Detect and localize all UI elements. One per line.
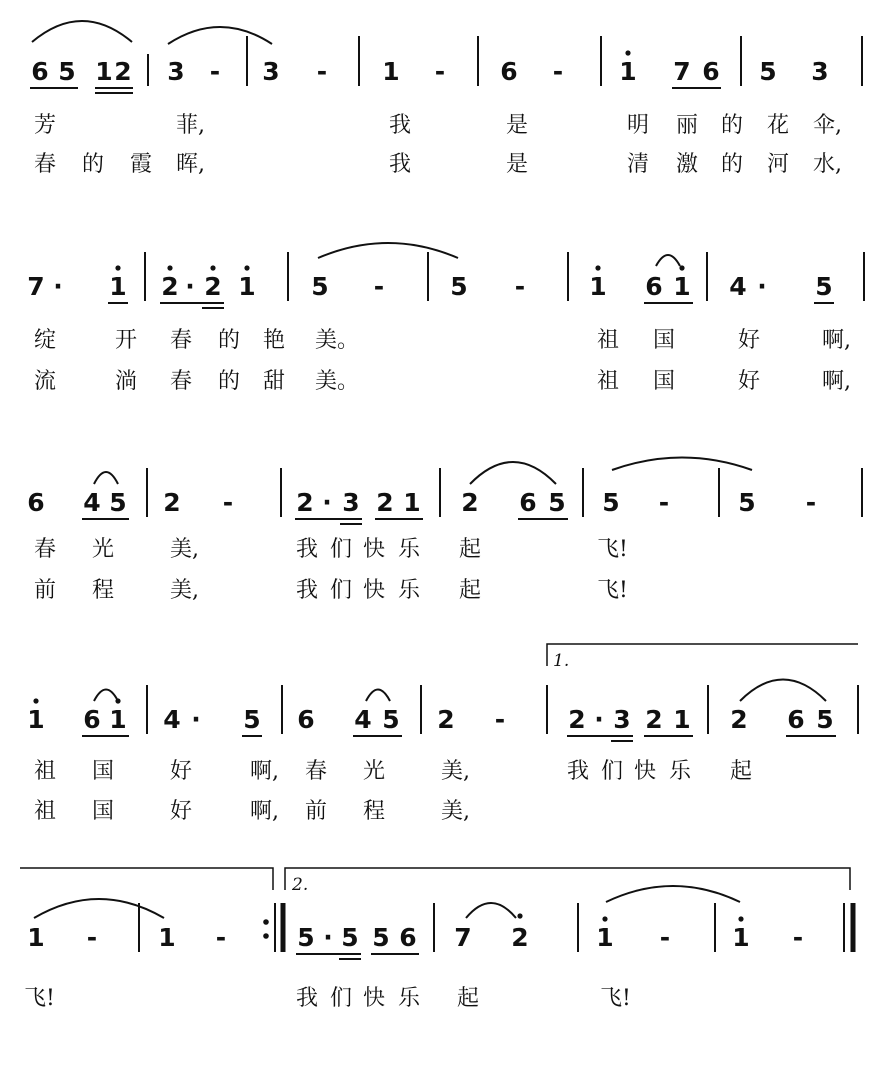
note: 5 [58,57,76,86]
lyric: 晖, [176,152,205,177]
slurs [318,243,680,266]
note: 5 [816,705,834,734]
note: 6 [297,705,315,734]
system-4 [27,644,858,824]
lyric: 春 [170,369,193,394]
lyric: 祖 [34,759,57,784]
note: 5 [759,57,777,86]
note-dot: · [191,705,201,734]
note: 3 [811,57,829,86]
lyric: 淌 [115,369,138,394]
note-dash: - [792,923,804,952]
lyric: 春 [34,537,57,562]
note: 2 [161,272,179,301]
lyric: 程 [92,578,115,603]
lyric: 我 [567,759,590,784]
note: 3 [262,57,280,86]
lyric: 我 [296,537,319,562]
note: 2 [461,488,479,517]
note: 5 [382,705,400,734]
lyric: 的 [721,113,744,138]
note: 1 [158,923,176,952]
lyric: 起 [459,578,482,603]
note: 3 [613,705,631,734]
lyric: 伞, [813,113,842,138]
note: 2 [376,488,394,517]
lyric: 春 [305,759,328,784]
lyric: 飞! [597,578,628,603]
lyric: 明 [627,113,650,138]
repeat-end-sign [263,903,283,952]
lyric: 啊, [250,759,279,784]
note: 5 [815,272,833,301]
note: 2 [204,272,222,301]
ending-label-2: 2. [292,875,309,895]
lyric: 水, [813,152,842,177]
lyric: 起 [730,759,753,784]
note: 1 [95,57,113,86]
note-dot: · [322,488,332,517]
note: 7 [454,923,472,952]
lyric: 激 [676,152,699,177]
note: 1 [382,57,400,86]
note: 6 [31,57,49,86]
lyric: 光 [92,537,115,562]
note-dash: - [514,272,526,301]
note: 1 [619,57,637,86]
note: 4 [729,272,747,301]
lyric: 的 [218,369,241,394]
lyric: 美, [441,759,470,784]
lyric: 开 [115,328,138,353]
system-1-lyrics-verse-1 [34,113,842,138]
note: 1 [732,923,750,952]
lyric: 霞 [130,152,153,177]
note: 5 [109,488,127,517]
ending-label-1: 1. [553,651,570,671]
system-2-lyrics-verse-2 [34,369,851,394]
lyric: 们 [330,986,353,1011]
lyric: 河 [767,152,790,177]
final-barline [844,903,853,952]
note: 1 [403,488,421,517]
note-dash: - [215,923,227,952]
note-dash: - [658,488,670,517]
lyric: 祖 [597,328,620,353]
note: 2 [568,705,586,734]
note: 4 [354,705,372,734]
lyric: 的 [82,152,105,177]
note-dash: - [373,272,385,301]
note: 2 [730,705,748,734]
lyric: 春 [170,328,193,353]
note-dash: - [552,57,564,86]
lyric: 我 [296,578,319,603]
note: 6 [399,923,417,952]
note: 2 [163,488,181,517]
lyric: 祖 [597,369,620,394]
lyric: 国 [653,369,676,394]
lyric: 乐 [398,986,421,1011]
lyric: 是 [506,152,529,177]
note-dash: - [805,488,817,517]
lyric: 们 [601,759,624,784]
note: 2 [511,923,529,952]
lyric: 快 [363,578,386,603]
lyric: 美, [441,799,470,824]
lyric: 好 [738,369,761,394]
lyric: 我 [389,152,412,177]
octave-dot [625,50,630,55]
lyric: 飞! [597,537,628,562]
note-dash: - [494,705,506,734]
note-dot: · [53,272,63,301]
system-5-lyrics [24,986,631,1011]
lyric: 我 [296,986,319,1011]
system-5-notes [27,923,803,952]
system-4-lyrics-verse-1 [34,759,752,784]
lyric: 美, [170,537,199,562]
note-dot: · [185,272,195,301]
lyric: 国 [653,328,676,353]
lyric: 乐 [669,759,692,784]
underlines [30,88,721,93]
lyric: 乐 [398,578,421,603]
lyric: 美。 [315,369,360,394]
lyric: 流 [34,369,57,394]
note: 2 [437,705,455,734]
lyric: 啊, [822,369,851,394]
note-dash: - [222,488,234,517]
octave-dots [115,265,684,270]
note: 6 [500,57,518,86]
note: 5 [311,272,329,301]
lyric: 快 [363,986,386,1011]
lyric: 绽 [34,328,57,353]
lyric: 前 [34,578,57,603]
note: 6 [645,272,663,301]
slurs [94,680,826,702]
note: 1 [109,272,127,301]
lyric: 程 [363,799,386,824]
system-4-notes [27,705,833,734]
note: 1 [673,705,691,734]
system-3 [27,458,862,604]
lyric: 起 [457,986,480,1011]
system-5 [20,868,853,1011]
system-2 [27,243,864,394]
slurs [32,21,272,44]
note: 4 [83,488,101,517]
note: 3 [342,488,360,517]
system-3-lyrics-verse-2 [34,578,628,603]
lyric: 们 [330,537,353,562]
note: 1 [238,272,256,301]
underlines [82,736,836,741]
note-dash: - [316,57,328,86]
note: 5 [243,705,261,734]
lyric: 们 [330,578,353,603]
lyric: 光 [363,759,386,784]
note: 5 [372,923,390,952]
system-2-lyrics-verse-1 [34,328,851,353]
lyric: 菲, [176,113,205,138]
underlines [108,303,834,308]
note: 1 [109,705,127,734]
lyric: 甜 [263,369,286,394]
lyric: 我 [389,113,412,138]
note: 5 [548,488,566,517]
system-3-lyrics-verse-1 [34,537,628,562]
lyric: 好 [170,799,193,824]
note: 7 [27,272,45,301]
underlines [82,519,568,524]
system-1-notes [31,57,828,86]
lyric: 清 [627,152,650,177]
note: 6 [702,57,720,86]
lyric: 飞! [600,986,631,1011]
octave-dots [517,913,743,921]
slurs [94,458,752,485]
note: 3 [167,57,185,86]
lyric: 国 [92,799,115,824]
note-dash: - [659,923,671,952]
second-ending-bracket [285,868,850,895]
note-dash: - [86,923,98,952]
note: 6 [787,705,805,734]
lyric: 前 [305,799,328,824]
note: 5 [297,923,315,952]
lyric: 艳 [263,328,286,353]
lyric: 的 [218,328,241,353]
lyric: 啊, [822,328,851,353]
lyric: 丽 [676,113,699,138]
system-2-notes [27,272,832,301]
note: 5 [341,923,359,952]
note: 4 [163,705,181,734]
note: 6 [83,705,101,734]
note: 1 [27,923,45,952]
lyric: 好 [738,328,761,353]
note: 5 [450,272,468,301]
note-dot: · [323,923,333,952]
note: 1 [27,705,45,734]
lyric: 祖 [34,799,57,824]
lyric: 啊, [250,799,279,824]
underlines [296,954,419,959]
lyric: 飞! [24,986,55,1011]
note: 1 [673,272,691,301]
lyric: 的 [721,152,744,177]
lyric: 起 [459,537,482,562]
note: 6 [27,488,45,517]
note: 5 [738,488,756,517]
lyric: 芳 [34,113,57,138]
lyric: 好 [170,759,193,784]
system-4-lyrics-verse-2 [34,799,470,824]
lyric: 美, [170,578,199,603]
lyric: 是 [506,113,529,138]
note-dot: · [757,272,767,301]
note-dot: · [594,705,604,734]
lyric: 乐 [398,537,421,562]
note: 2 [645,705,663,734]
note: 5 [602,488,620,517]
first-ending-bracket-continued [20,868,273,890]
lyric: 花 [767,113,790,138]
note: 1 [589,272,607,301]
octave-dots [33,698,120,703]
note: 6 [519,488,537,517]
note-dash: - [434,57,446,86]
note: 2 [114,57,132,86]
note: 7 [673,57,691,86]
first-ending-bracket [547,644,858,671]
system-1-lyrics-verse-2 [34,152,842,177]
note: 1 [596,923,614,952]
system-1 [30,21,862,177]
note: 2 [296,488,314,517]
lyric: 快 [634,759,657,784]
lyric: 快 [363,537,386,562]
lyric: 春 [34,152,57,177]
lyric: 国 [92,759,115,784]
system-3-notes [27,488,816,517]
note-dash: - [209,57,221,86]
lyric: 美。 [315,328,360,353]
